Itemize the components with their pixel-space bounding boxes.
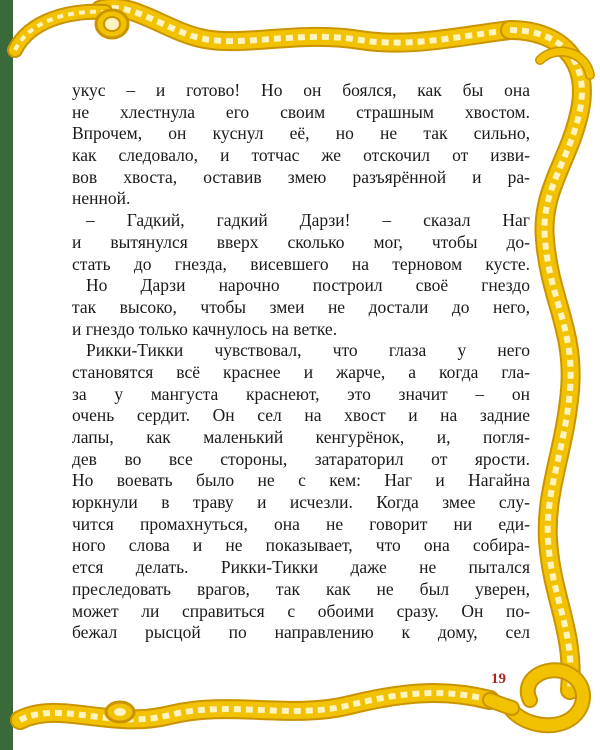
text-line: Рикки-Тикки чувствовал, что глаза у него bbox=[86, 340, 530, 361]
text-line: Впрочем, он куснул её, но не так сильно, bbox=[72, 123, 530, 144]
text-line: лапы, как маленький кенгурёнок, и, погля- bbox=[72, 427, 530, 447]
text-line: так высоко, чтобы змеи не достали до него, bbox=[72, 296, 530, 317]
text-line: ненной. bbox=[72, 188, 131, 209]
page-number: 19 bbox=[491, 671, 506, 687]
text-line: ного слова и не показывает, что она собира- bbox=[72, 535, 530, 556]
text-line: ется делать. Рикки-Тикки даже не пытался bbox=[72, 557, 530, 578]
text-line: за у мангуста краснеют, это значит – он bbox=[72, 383, 530, 404]
text-line: преследовать врагов, так как не был уверен, bbox=[72, 578, 530, 599]
text-line: и вытянулся вверх сколько мог, чтобы до- bbox=[72, 231, 530, 252]
story-text bbox=[72, 80, 530, 644]
top-ribbon bbox=[15, 8, 510, 50]
text-line: бежал рысцой по направлению к дому, сел bbox=[72, 622, 530, 643]
text-line: очень сердит. Он сел на хвост и на задние bbox=[72, 405, 530, 426]
text-line: укус – и готово! Но он боялся, как бы она bbox=[72, 80, 530, 100]
text-line: юркнули в траву и исчезли. Когда змее слу- bbox=[72, 492, 530, 513]
text-line: не хлестнула его своим страшным хвостом. bbox=[72, 101, 530, 122]
text-line: стать до гнезда, висевшего на терновом кусте. bbox=[72, 253, 530, 274]
text-line: как следовало, и тотчас же отскочил от изви- bbox=[72, 145, 530, 166]
text-line: и гнездо только качнулось на ветке. bbox=[72, 318, 338, 339]
text-line: становятся всё краснее и жарче, а когда гла- bbox=[72, 361, 530, 382]
text-line: дев во все стороны, затараторил от ярости. bbox=[72, 448, 530, 469]
text-line: Но воевать было не с кем: Наг и Нагайна bbox=[72, 470, 530, 491]
text-line: может ли справиться с обоими сразу. Он по- bbox=[72, 600, 530, 621]
text-line: Но Дарзи нарочно построил своё гнездо bbox=[86, 275, 530, 296]
text-line: чится промахнуться, она не говорит ни еди- bbox=[72, 513, 530, 534]
text-line: вов хвоста, оставив змею разъярённой и ра- bbox=[72, 166, 530, 187]
text-line: – Гадкий, гадкий Дарзи! – сказал Наг bbox=[86, 210, 530, 231]
